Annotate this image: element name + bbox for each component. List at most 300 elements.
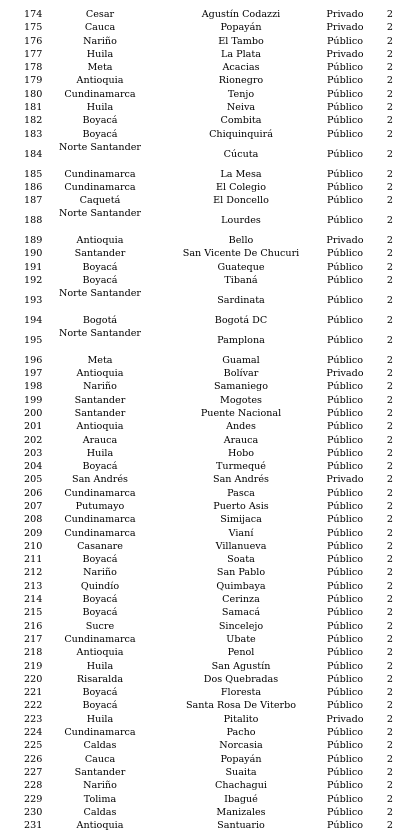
sector-cell: Público: [326, 820, 364, 832]
municipality-cell: Tenjo: [227, 88, 255, 100]
value-cell: 2: [386, 793, 393, 805]
sector-cell: Público: [326, 128, 364, 140]
municipality-cell: Chiquinquirá: [209, 128, 273, 140]
row-number: 223: [24, 713, 43, 725]
department-cell: Meta: [87, 354, 113, 366]
department-cell: Cundinamarca: [64, 88, 136, 100]
municipality-cell: Simijaca: [220, 514, 262, 526]
table-row: [0, 234, 400, 247]
sector-cell: Público: [326, 274, 364, 286]
table-row: [0, 500, 400, 513]
department-cell: Antioquia: [76, 368, 124, 380]
value-cell: 2: [386, 394, 393, 406]
municipality-cell: La Mesa: [220, 168, 262, 180]
department-cell: Huila: [86, 447, 114, 459]
data-table: [0, 8, 400, 832]
table-row: [0, 314, 400, 327]
row-number: 228: [24, 780, 43, 792]
value-cell: 2: [386, 820, 393, 832]
sector-cell: Privado: [326, 9, 364, 20]
table-row: [0, 354, 400, 367]
value-cell: 2: [386, 766, 393, 778]
municipality-cell: Penol: [227, 647, 255, 659]
sector-cell: Público: [326, 215, 364, 227]
municipality-cell: Tibaná: [224, 274, 258, 286]
municipality-cell: Ibagué: [224, 793, 258, 805]
department-cell: Antioquia: [76, 647, 124, 659]
department-cell: Bogotá: [82, 314, 118, 326]
value-cell: 2: [386, 88, 393, 100]
table-row: [0, 699, 400, 712]
row-number: 175: [24, 22, 43, 34]
row-number: 193: [24, 294, 43, 306]
department-cell: Cundinamarca: [64, 487, 136, 499]
department-cell: Cundinamarca: [64, 168, 136, 180]
row-number: 203: [24, 447, 43, 459]
sector-cell: Público: [326, 567, 364, 579]
department-cell: Boyacá: [82, 607, 118, 619]
value-cell: 2: [386, 461, 393, 473]
value-cell: 2: [386, 687, 393, 699]
row-number: 178: [24, 62, 43, 74]
table-row: [0, 101, 400, 114]
municipality-cell: San Agustín: [211, 660, 271, 672]
sector-cell: Público: [326, 753, 364, 765]
department-cell: Caldas: [83, 740, 117, 752]
value-cell: 2: [386, 474, 393, 486]
row-number: 216: [24, 620, 43, 632]
sector-cell: Público: [326, 148, 364, 160]
sector-cell: Público: [326, 407, 364, 419]
municipality-cell: Arauca: [223, 434, 259, 446]
table-row: [0, 527, 400, 540]
sector-cell: Privado: [326, 474, 364, 486]
municipality-cell: Vianí: [228, 527, 254, 539]
row-number: 188: [24, 215, 43, 227]
value-cell: 2: [386, 647, 393, 659]
sector-cell: Público: [326, 35, 364, 47]
row-number: 200: [24, 407, 43, 419]
row-number: 208: [24, 514, 43, 526]
department-cell: Cundinamarca: [64, 514, 136, 526]
department-cell: Cundinamarca: [64, 527, 136, 539]
table-row: [0, 513, 400, 526]
municipality-cell: La Plata: [221, 48, 261, 60]
municipality-cell: Mogotes: [220, 394, 262, 406]
sector-cell: Público: [326, 687, 364, 699]
department-cell: Cesar: [85, 9, 115, 20]
municipality-cell: San Pablo: [216, 567, 266, 579]
municipality-cell: Hobo: [227, 447, 255, 459]
table-row: [0, 793, 400, 806]
row-number: 186: [24, 181, 43, 193]
table-row: [0, 35, 400, 48]
row-number: 198: [24, 381, 43, 393]
row-number: 221: [24, 687, 43, 699]
municipality-cell: Villanueva: [215, 540, 267, 552]
table-row: [0, 420, 400, 433]
department-cell: Caquetá: [79, 195, 121, 207]
table-row: [0, 394, 400, 407]
row-number: 177: [24, 48, 43, 60]
department-cell: Quindío: [80, 580, 120, 592]
row-number: 227: [24, 766, 43, 778]
row-number: 207: [24, 500, 43, 512]
sector-cell: Público: [326, 673, 364, 685]
value-cell: 2: [386, 700, 393, 712]
sector-cell: Público: [326, 168, 364, 180]
row-number: 202: [24, 434, 43, 446]
table-row: [0, 181, 400, 194]
department-cell: Arauca: [82, 434, 118, 446]
value-cell: 2: [386, 35, 393, 47]
department-cell: Boyacá: [82, 554, 118, 566]
sector-cell: Público: [326, 195, 364, 207]
department-cell: Tolima: [83, 793, 117, 805]
sector-cell: Público: [326, 248, 364, 260]
value-cell: 2: [386, 554, 393, 566]
table-row: [0, 473, 400, 486]
sector-cell: Público: [326, 700, 364, 712]
row-number: 184: [24, 148, 43, 160]
table-row: [0, 380, 400, 393]
table-row: [0, 141, 400, 168]
row-number: 181: [24, 102, 43, 114]
row-number: 194: [24, 314, 43, 326]
table-row: [0, 274, 400, 287]
value-cell: 2: [386, 274, 393, 286]
value-cell: 2: [386, 294, 393, 306]
table-row: [0, 128, 400, 141]
sector-cell: Público: [326, 62, 364, 74]
department-cell: Sucre: [85, 620, 115, 632]
table-row: [0, 247, 400, 260]
sector-cell: Público: [326, 434, 364, 446]
value-cell: 2: [386, 447, 393, 459]
sector-cell: Público: [326, 447, 364, 459]
table-row: [0, 168, 400, 181]
table-row: [0, 88, 400, 101]
row-number: 222: [24, 700, 43, 712]
sector-cell: Público: [326, 607, 364, 619]
municipality-cell: Quimbaya: [216, 580, 266, 592]
table-row: [0, 633, 400, 646]
value-cell: 2: [386, 22, 393, 34]
row-number: 225: [24, 740, 43, 752]
municipality-cell: Cúcuta: [223, 148, 259, 160]
department-cell: Meta: [87, 62, 113, 74]
row-number: 180: [24, 88, 43, 100]
value-cell: 2: [386, 806, 393, 818]
sector-cell: Público: [326, 793, 364, 805]
municipality-cell: Sincelejo: [218, 620, 264, 632]
sector-cell: Público: [326, 394, 364, 406]
value-cell: 2: [386, 354, 393, 366]
value-cell: 2: [386, 215, 393, 227]
table-row: [0, 367, 400, 380]
value-cell: 2: [386, 235, 393, 247]
row-number: 199: [24, 394, 43, 406]
value-cell: 2: [386, 620, 393, 632]
municipality-cell: Combita: [220, 115, 262, 127]
municipality-cell: Cerinza: [222, 594, 260, 606]
municipality-cell: Rionegro: [218, 75, 264, 87]
department-cell: Cundinamarca: [64, 633, 136, 645]
value-cell: 2: [386, 334, 393, 346]
sector-cell: Público: [326, 354, 364, 366]
row-number: 231: [24, 820, 43, 832]
municipality-cell: Andes: [226, 421, 256, 433]
row-number: 183: [24, 128, 43, 140]
value-cell: 2: [386, 128, 393, 140]
municipality-cell: Floresta: [220, 687, 262, 699]
sector-cell: Público: [326, 594, 364, 606]
department-cell: San Andrés: [72, 474, 128, 486]
value-cell: 2: [386, 673, 393, 685]
sector-cell: Público: [326, 806, 364, 818]
value-cell: 2: [386, 740, 393, 752]
sector-cell: Público: [326, 527, 364, 539]
table-row: [0, 580, 400, 593]
value-cell: 2: [386, 540, 393, 552]
value-cell: 2: [386, 9, 393, 20]
sector-cell: Público: [326, 334, 364, 346]
table-row: [0, 48, 400, 61]
value-cell: 2: [386, 421, 393, 433]
department-cell: Boyacá: [82, 461, 118, 473]
table-row: [0, 606, 400, 619]
row-number: 226: [24, 753, 43, 765]
sector-cell: Público: [326, 461, 364, 473]
sector-cell: Público: [326, 647, 364, 659]
municipality-cell: Popayán: [220, 753, 262, 765]
sector-cell: Público: [326, 102, 364, 114]
value-cell: 2: [386, 368, 393, 380]
value-cell: 2: [386, 514, 393, 526]
department-cell: Norte Santander: [59, 208, 141, 220]
department-cell: Boyacá: [82, 115, 118, 127]
department-cell: Antioquia: [76, 820, 124, 832]
department-cell: Huila: [86, 102, 114, 114]
value-cell: 2: [386, 780, 393, 792]
row-number: 192: [24, 274, 43, 286]
department-cell: Santander: [74, 766, 126, 778]
row-number: 211: [24, 554, 43, 566]
sector-cell: Público: [326, 88, 364, 100]
department-cell: Huila: [86, 48, 114, 60]
value-cell: 2: [386, 660, 393, 672]
table-row: [0, 753, 400, 766]
sector-cell: Público: [326, 75, 364, 87]
department-cell: Antioquia: [76, 235, 124, 247]
table-row: [0, 646, 400, 659]
table-row: [0, 593, 400, 606]
municipality-cell: Santuario: [217, 820, 265, 832]
department-cell: Santander: [74, 394, 126, 406]
table-row: [0, 673, 400, 686]
department-cell: Boyacá: [82, 128, 118, 140]
row-number: 220: [24, 673, 43, 685]
row-number: 229: [24, 793, 43, 805]
sector-cell: Público: [326, 766, 364, 778]
municipality-cell: Puente Nacional: [200, 407, 282, 419]
department-cell: Nariño: [83, 567, 117, 579]
value-cell: 2: [386, 62, 393, 74]
sector-cell: Público: [326, 421, 364, 433]
table-row: [0, 566, 400, 579]
table-row: [0, 487, 400, 500]
municipality-cell: Pacho: [226, 727, 256, 739]
municipality-cell: Sardinata: [217, 294, 265, 306]
municipality-cell: San Andrés: [213, 474, 269, 486]
table-row: [0, 806, 400, 819]
department-cell: Nariño: [83, 35, 117, 47]
department-cell: Cauca: [84, 753, 116, 765]
municipality-cell: Norcasia: [219, 740, 263, 752]
municipality-cell: Acacias: [222, 62, 260, 74]
table-row: [0, 660, 400, 673]
municipality-cell: Bogotá DC: [214, 314, 268, 326]
municipality-cell: El Colegio: [216, 181, 266, 193]
value-cell: 2: [386, 434, 393, 446]
municipality-cell: El Tambo: [218, 35, 264, 47]
row-number: 204: [24, 461, 43, 473]
value-cell: 2: [386, 594, 393, 606]
row-number: 217: [24, 633, 43, 645]
sector-cell: Público: [326, 727, 364, 739]
sector-cell: Privado: [326, 48, 364, 60]
row-number: 206: [24, 487, 43, 499]
row-number: 201: [24, 421, 43, 433]
municipality-cell: Suaita: [225, 766, 257, 778]
municipality-cell: Pamplona: [217, 334, 265, 346]
table-row: [0, 114, 400, 127]
value-cell: 2: [386, 75, 393, 87]
sector-cell: Público: [326, 580, 364, 592]
value-cell: 2: [386, 195, 393, 207]
sector-cell: Privado: [326, 368, 364, 380]
sector-cell: Público: [326, 314, 364, 326]
value-cell: 2: [386, 102, 393, 114]
sector-cell: Público: [326, 633, 364, 645]
sector-cell: Público: [326, 620, 364, 632]
sector-cell: Privado: [326, 22, 364, 34]
value-cell: 2: [386, 181, 393, 193]
municipality-cell: Pasca: [227, 487, 255, 499]
value-cell: 2: [386, 633, 393, 645]
value-cell: 2: [386, 500, 393, 512]
department-cell: Boyacá: [82, 700, 118, 712]
sector-cell: Público: [326, 115, 364, 127]
department-cell: Boyacá: [82, 594, 118, 606]
municipality-cell: El Doncello: [213, 195, 269, 207]
value-cell: 2: [386, 407, 393, 419]
value-cell: 2: [386, 381, 393, 393]
department-cell: Nariño: [83, 381, 117, 393]
municipality-cell: Bello: [228, 235, 254, 247]
table-row: [0, 61, 400, 74]
sector-cell: Público: [326, 261, 364, 273]
municipality-cell: Bolívar: [223, 368, 259, 380]
department-cell: Cundinamarca: [64, 181, 136, 193]
sector-cell: Público: [326, 780, 364, 792]
sector-cell: Público: [326, 540, 364, 552]
table-row: [0, 74, 400, 87]
department-cell: Boyacá: [82, 687, 118, 699]
municipality-cell: Ubate: [226, 633, 256, 645]
sector-cell: Público: [326, 181, 364, 193]
value-cell: 2: [386, 607, 393, 619]
row-number: 224: [24, 727, 43, 739]
table-row: [0, 779, 400, 792]
row-number: 176: [24, 35, 43, 47]
department-cell: Huila: [86, 713, 114, 725]
table-row: [0, 434, 400, 447]
row-number: 185: [24, 168, 43, 180]
department-cell: Norte Santander: [59, 141, 141, 153]
department-cell: Antioquia: [76, 75, 124, 87]
row-number: 205: [24, 474, 43, 486]
table-row: [0, 207, 400, 234]
row-number: 174: [24, 9, 43, 20]
table-row: [0, 327, 400, 354]
value-cell: 2: [386, 727, 393, 739]
department-cell: Santander: [74, 248, 126, 260]
row-number: 195: [24, 334, 43, 346]
table-row: [0, 261, 400, 274]
value-cell: 2: [386, 115, 393, 127]
table-row: [0, 686, 400, 699]
municipality-cell: Guamal: [222, 354, 260, 366]
table-row: [0, 287, 400, 314]
row-number: 212: [24, 567, 43, 579]
value-cell: 2: [386, 487, 393, 499]
table-row: [0, 447, 400, 460]
department-cell: Cauca: [84, 22, 116, 34]
municipality-cell: Manizales: [216, 806, 266, 818]
table-row: [0, 540, 400, 553]
row-number: 187: [24, 195, 43, 207]
sector-cell: Público: [326, 294, 364, 306]
municipality-cell: Puerto Asis: [213, 500, 269, 512]
row-number: 215: [24, 607, 43, 619]
table-row: [0, 819, 400, 832]
row-number: 213: [24, 580, 43, 592]
row-number: 197: [24, 368, 43, 380]
row-number: 196: [24, 354, 43, 366]
row-number: 218: [24, 647, 43, 659]
municipality-cell: Samaniego: [214, 381, 268, 393]
row-number: 219: [24, 660, 43, 672]
row-number: 189: [24, 235, 43, 247]
table-row: [0, 766, 400, 779]
value-cell: 2: [386, 580, 393, 592]
row-number: 182: [24, 115, 43, 127]
row-number: 214: [24, 594, 43, 606]
value-cell: 2: [386, 527, 393, 539]
department-cell: Boyacá: [82, 274, 118, 286]
row-number: 191: [24, 261, 43, 273]
value-cell: 2: [386, 261, 393, 273]
value-cell: 2: [386, 248, 393, 260]
sector-cell: Público: [326, 381, 364, 393]
value-cell: 2: [386, 48, 393, 60]
table-row: [0, 739, 400, 752]
department-cell: Nariño: [83, 780, 117, 792]
value-cell: 2: [386, 168, 393, 180]
municipality-cell: Popayán: [220, 22, 262, 34]
value-cell: 2: [386, 713, 393, 725]
